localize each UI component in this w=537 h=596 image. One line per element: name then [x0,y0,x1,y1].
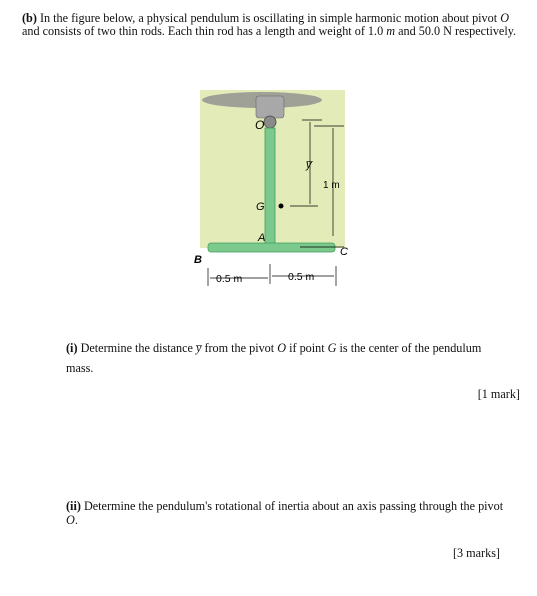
label-length: 1 m [323,180,340,191]
intro-paragraph: (b) In the figure below, a physical pendulum is oscillating in simple harmonic motion about pivot O and consists of two thin rods. Each thin rod has a length and weight of 1.0 m and 50.0 N respectively. [22,11,517,38]
pivot-pin [264,116,276,128]
label-left-dim: 0.5 m [216,273,243,285]
question-ii: (ii) Determine the pendulum's rotational of inertia about an axis passing through the pivot O. [66,499,504,527]
vertical-rod [265,128,275,248]
part-label-i: (i) [66,341,78,355]
pendulum-figure [190,86,360,308]
label-ybar: y̅ [306,159,312,171]
label-A: A [258,232,266,244]
part-label-ii: (ii) [66,499,81,513]
question-i: (i) Determine the distance y̅ from the pivot O if point G is the center of the pendulum mass. [66,341,482,375]
label-G: G [256,201,265,213]
center-of-mass-dot [279,204,284,209]
horizontal-rod [208,243,335,252]
support-bracket [256,96,284,118]
part-label-b: (b) [22,11,37,25]
label-right-dim: 0.5 m [288,271,315,283]
marks-i: [1 mark] [477,387,520,401]
marks-ii: [3 marks] [452,546,500,560]
label-C: C [340,246,348,258]
label-O: O [255,118,265,132]
label-B: B [194,254,202,266]
